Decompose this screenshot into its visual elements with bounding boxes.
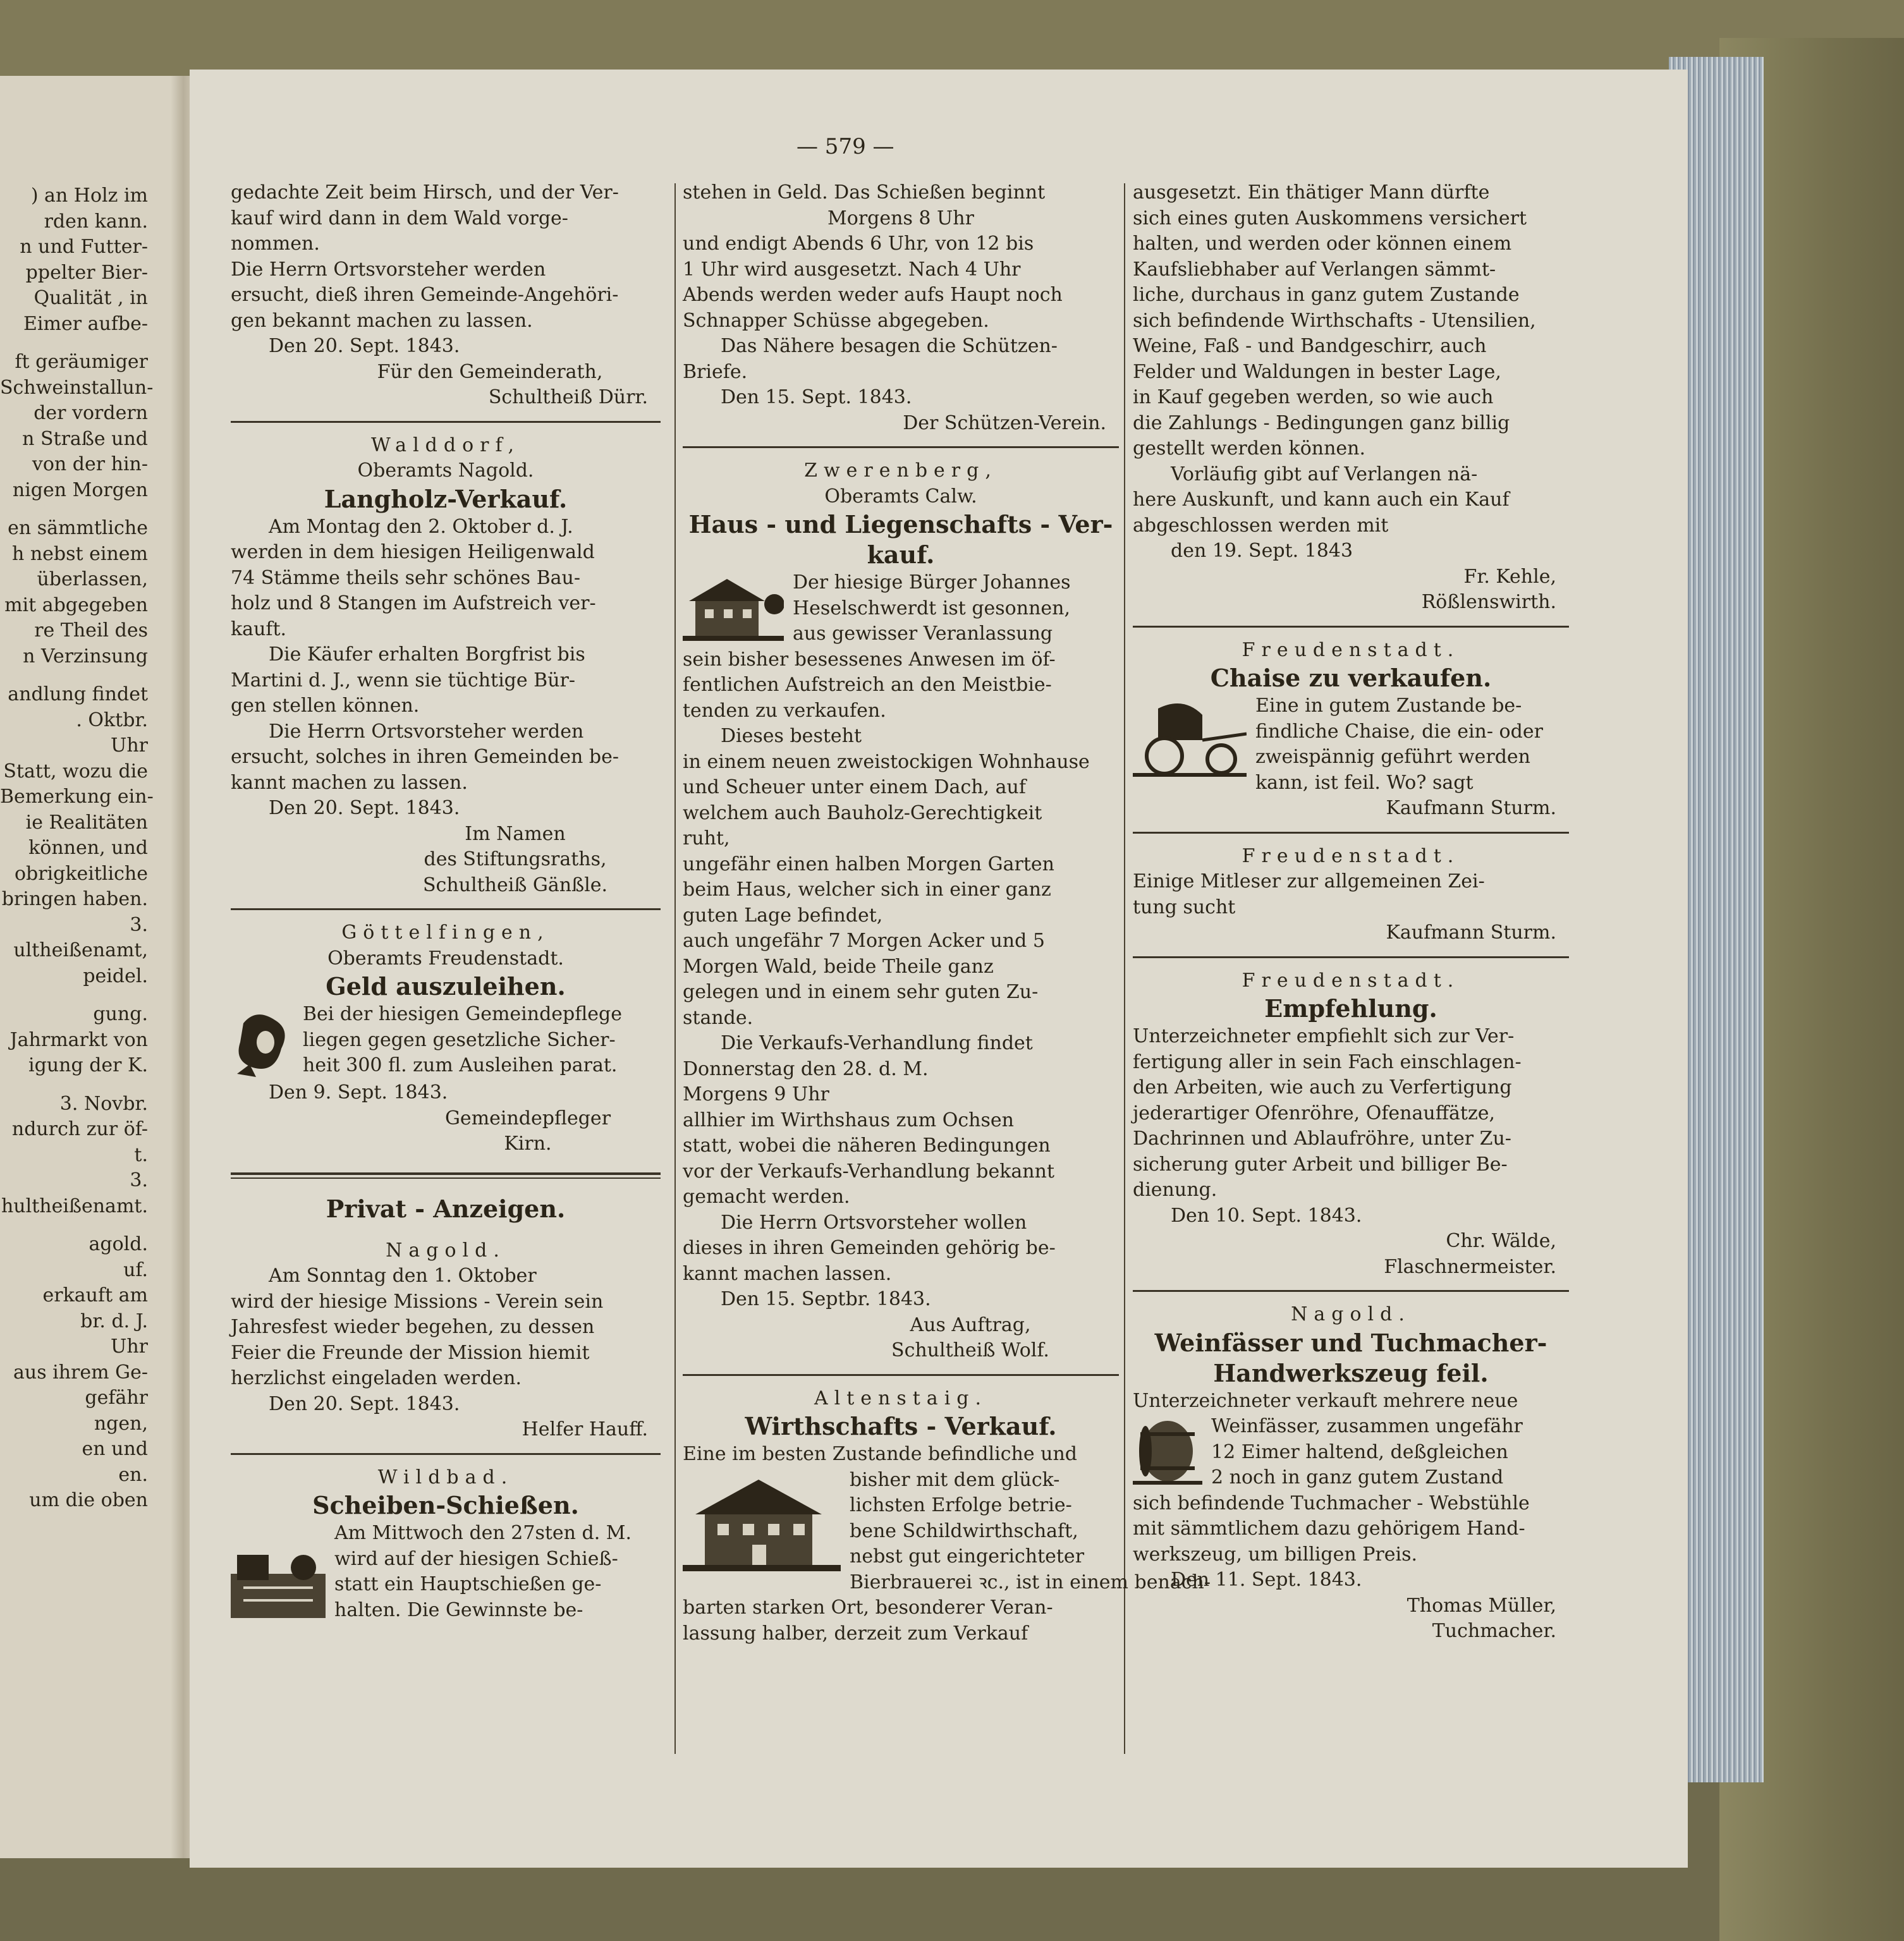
col1-top-lines: [231, 180, 661, 257]
text-line: Im Namen: [465, 822, 566, 845]
divider: [1133, 626, 1569, 628]
text-line: Die Verkaufs-Verhandlung findet: [721, 1032, 1033, 1054]
ad-title-continued: kauf.: [867, 540, 935, 569]
text-line: kannt machen zu lassen.: [231, 771, 468, 794]
text-line: fentlichen Aufstreich an den Meistbie-: [683, 674, 1052, 696]
text-line: und endigt Abends 6 Uhr, von 12 bis: [683, 233, 1034, 255]
ad-signature: [1133, 1229, 1569, 1280]
text-line: Die Herrn Ortsvorsteher wollen: [721, 1211, 1027, 1234]
text-line: Schnapper Schüsse abgegeben.: [683, 309, 989, 332]
col3-top-date: den 19. Sept. 1843: [1171, 540, 1353, 562]
ad-signature: [231, 1106, 661, 1157]
text-line: allhier im Wirthshaus zum Ochsen: [683, 1109, 1014, 1131]
left-page-line: ndurch zur öf-: [11, 1118, 148, 1140]
inn-illustration-icon: [683, 1470, 841, 1578]
text-line: Bierbrauerei ꝛc., ist in einem benach-: [850, 1571, 1211, 1593]
text-line: ruht,: [683, 827, 730, 849]
text-line: Donnerstag den 28. d. M.: [683, 1057, 929, 1080]
text-line: Felder und Waldungen in bester Lage,: [1133, 360, 1501, 383]
text-line: heit 300 fl. zum Ausleihen parat.: [303, 1054, 618, 1076]
left-page-line: en.: [118, 1463, 148, 1486]
text-line: Heselschwerdt ist gesonnen,: [793, 597, 1070, 619]
text-line: ungefähr einen halben Morgen Garten: [683, 853, 1054, 875]
text-line: jederartiger Ofenröhre, Ofenauffätze,: [1133, 1102, 1496, 1124]
text-line: 12 Eimer haltend, deßgleichen: [1211, 1440, 1508, 1463]
text-line: Der hiesige Bürger Johannes: [793, 571, 1071, 593]
left-page-line: Jahrmarkt von: [9, 1028, 148, 1051]
text-line: Feier die Freunde der Mission hiemit: [231, 1341, 590, 1364]
text-line: kauft.: [231, 618, 287, 640]
left-page-line: Schweinstallun-: [0, 376, 154, 399]
left-page-line: ppelter Bier-: [25, 261, 148, 284]
col1-top-sign1: Für den Gemeinderath,: [377, 360, 603, 383]
moneybag-illustration-icon: [231, 1004, 294, 1080]
ad-body: [231, 642, 661, 719]
text-line: lassung halber, derzeit zum Verkauf: [683, 1622, 1028, 1645]
ad-subtitle: Oberamts Freudenstadt.: [327, 947, 564, 970]
text-line: Bei der hiesigen Gemeindepflege: [303, 1003, 622, 1025]
left-page-line: rden kann.: [44, 210, 148, 233]
ad-body: [1133, 1024, 1569, 1203]
left-page-line: gung.: [93, 1003, 148, 1025]
ad-body-line: Unterzeichneter verkauft mehrere neue: [1133, 1389, 1518, 1412]
text-line: Rößlenswirth.: [1421, 591, 1556, 613]
text-line: stande.: [683, 1006, 754, 1029]
col2-top-para: [683, 334, 1119, 385]
text-line: gestellt werden können.: [1133, 437, 1366, 459]
text-line: werkszeug, um billigen Preis.: [1133, 1543, 1418, 1566]
ad-date: Den 10. Sept. 1843.: [1171, 1204, 1362, 1227]
ad-title: Chaise zu verkaufen.: [1210, 664, 1492, 692]
column-1: [231, 180, 661, 1623]
text-line: Das Nähere besagen die Schützen-: [721, 335, 1058, 357]
shooting-range-illustration-icon: [231, 1549, 326, 1618]
text-line: guten Lage befindet,: [683, 904, 883, 927]
text-line: gelegen und in einem sehr guten Zu-: [683, 981, 1039, 1003]
text-line: in einem neuen zweistockigen Wohnhause: [683, 750, 1090, 773]
text-line: dienung.: [1133, 1179, 1217, 1201]
text-line: beim Haus, welcher sich in einer ganz: [683, 879, 1051, 901]
left-page-line: gefähr: [85, 1387, 148, 1409]
divider: [1133, 1290, 1569, 1292]
text-line: den Arbeiten, wie auch zu Verfertigung: [1133, 1076, 1512, 1098]
text-line: abgeschlossen werden mit: [1133, 514, 1389, 537]
col1-top-date: Den 20. Sept. 1843.: [269, 335, 460, 357]
left-page-line: [0, 989, 158, 1002]
ad-date: Den 20. Sept. 1843.: [269, 1392, 460, 1415]
left-page-line: 3.: [130, 1169, 148, 1191]
text-line: ersucht, dieß ihren Gemeinde-Angehöri-: [231, 284, 619, 306]
text-line: liegen gegen gesetzliche Sicher-: [303, 1028, 616, 1051]
ad-title: Haus - und Liegenschafts - Ver-: [688, 510, 1113, 538]
divider: [231, 908, 661, 910]
text-line: nebst gut eingerichteter: [850, 1545, 1085, 1567]
text-line: welchem auch Bauholz-Gerechtigkeit: [683, 801, 1042, 824]
col1-top-sign2: Schultheiß Dürr.: [488, 386, 648, 408]
left-page-line: n Straße und: [22, 427, 148, 450]
left-page-line: von der hin-: [32, 453, 148, 475]
text-line: Am Mittwoch den 27sten d. M.: [334, 1522, 632, 1544]
left-page-line: ngen,: [94, 1412, 148, 1435]
text-line: sich eines guten Auskommens versichert: [1133, 207, 1527, 229]
left-page-line: obrigkeitliche: [14, 862, 148, 885]
ad-place: Wildbad.: [377, 1466, 514, 1488]
ad-signature: Helfer Hauff.: [522, 1418, 648, 1440]
left-page-line: bringen haben.: [1, 888, 148, 910]
ad-title: Weinfässer und Tuchmacher-: [1154, 1328, 1547, 1357]
text-line: vor der Verkaufs-Verhandlung bekannt: [683, 1160, 1055, 1183]
text-line: Chr. Wälde,: [1446, 1230, 1556, 1252]
double-divider: [231, 1172, 661, 1179]
left-page-line: ultheißenamt,: [13, 939, 148, 961]
text-line: Aus Auftrag,: [910, 1313, 1031, 1336]
ad-date: Den 9. Sept. 1843.: [269, 1081, 448, 1104]
text-line: Briefe.: [683, 360, 748, 383]
ad-place: Zwerenberg,: [804, 459, 998, 482]
text-line: 74 Stämme theils sehr schönes Bau-: [231, 566, 580, 589]
ad-place: Altenstaig.: [814, 1387, 988, 1409]
text-line: findliche Chaise, die ein- oder: [1255, 720, 1543, 743]
ad-place: Freudenstadt.: [1242, 969, 1460, 992]
col2-top-date: Den 15. Sept. 1843.: [721, 386, 912, 408]
left-page-line: br. d. J.: [80, 1310, 148, 1332]
ad-signature: [1133, 1593, 1569, 1645]
text-line: wird auf der hiesigen Schieß-: [334, 1547, 618, 1570]
ad-place: Walddorf,: [370, 434, 521, 456]
ad-date: Den 15. Septbr. 1843.: [721, 1288, 931, 1310]
text-line: tung sucht: [1133, 896, 1236, 918]
text-line: Eine in gutem Zustande be-: [1255, 695, 1522, 717]
left-page-line: h nebst einem: [12, 542, 148, 565]
text-line: ausgesetzt. Ein thätiger Mann dürfte: [1133, 181, 1490, 204]
left-page-line: erkauft am: [42, 1284, 148, 1306]
col2-top-lines: [683, 180, 1119, 334]
ad-body: [683, 724, 1119, 1031]
ad-body: [231, 514, 661, 643]
left-page-line: [0, 669, 158, 682]
left-page-line: Statt, wozu die: [3, 760, 148, 782]
text-line: 2 noch in ganz gutem Zustand: [1211, 1466, 1504, 1488]
text-line: und Scheuer unter einem Dach, auf: [683, 776, 1026, 798]
text-line: Dachrinnen und Ablaufröhre, unter Zu-: [1133, 1128, 1511, 1150]
col1-top-para: [231, 257, 661, 334]
text-line: Morgens 9 Uhr: [683, 1083, 829, 1105]
text-line: halten, und werden oder können einem: [1133, 233, 1512, 255]
text-line: Schultheiß Wolf.: [891, 1339, 1049, 1361]
left-page-line: nigen Morgen: [12, 478, 148, 501]
left-page-line: 3.: [130, 913, 148, 936]
text-line: lichsten Erfolge betrie-: [850, 1494, 1072, 1516]
text-line: Jahresfest wieder begehen, zu dessen: [231, 1316, 595, 1338]
text-line: barten starken Ort, besonderer Veran-: [683, 1597, 1053, 1619]
ad-subtitle: Oberamts Calw.: [824, 485, 977, 508]
ad-signature: [683, 1313, 1119, 1364]
ad-place: Freudenstadt.: [1242, 638, 1460, 661]
text-line: Martini d. J., wenn sie tüchtige Bür-: [231, 669, 576, 691]
text-line: kannt machen lassen.: [683, 1262, 892, 1285]
left-page-line: hultheißenamt.: [1, 1195, 148, 1217]
text-line: gen stellen können.: [231, 695, 420, 717]
house-illustration-icon: [683, 573, 784, 642]
left-page-line: agold.: [88, 1233, 148, 1255]
text-line: gen bekannt machen zu lassen.: [231, 309, 533, 332]
left-page-line: Bemerkung ein-: [0, 786, 154, 808]
ad-title: Scheiben-Schießen.: [312, 1491, 579, 1519]
text-line: herzlichst eingeladen werden.: [231, 1367, 522, 1389]
text-line: statt, wobei die näheren Bedingungen: [683, 1135, 1051, 1157]
text-line: sich befindende Wirthschafts - Utensilien,: [1133, 309, 1536, 332]
text-line: Thomas Müller,: [1407, 1594, 1556, 1617]
left-page-line: t.: [134, 1143, 148, 1166]
text-line: Am Montag den 2. Oktober d. J.: [269, 515, 573, 538]
text-line: auch ungefähr 7 Morgen Acker und 5: [683, 930, 1045, 952]
text-line: Dieses besteht: [721, 725, 862, 747]
text-line: Die Herrn Ortsvorsteher werden: [269, 720, 584, 743]
text-line: Tuchmacher.: [1432, 1620, 1556, 1642]
text-line: Die Herrn Ortsvorsteher werden: [231, 258, 546, 281]
col3-top-lines: [1133, 180, 1569, 462]
left-page-line: aus ihrem Ge-: [13, 1361, 148, 1384]
ad-title: Langholz-Verkauf.: [324, 484, 568, 513]
ad-title-continued: Handwerkszeug feil.: [1213, 1358, 1489, 1387]
text-line: zweispännig geführt werden: [1255, 746, 1530, 768]
left-page-line: [0, 503, 158, 516]
ad-date: Den 11. Sept. 1843.: [1171, 1569, 1362, 1591]
divider: [231, 421, 661, 423]
text-line: Fr. Kehle,: [1463, 565, 1556, 588]
left-page-line: um die oben: [29, 1489, 148, 1511]
left-page-line: [0, 1079, 158, 1092]
text-line: dieses in ihren Gemeinden gehörig be-: [683, 1237, 1056, 1259]
text-line: liche, durchaus in ganz gutem Zustande: [1133, 284, 1520, 306]
text-line: Flaschnermeister.: [1384, 1255, 1556, 1278]
text-line: Schultheiß Gänßle.: [423, 873, 607, 896]
text-line: kann, ist feil. Wo? sagt: [1255, 771, 1474, 794]
ad-date: Den 20. Sept. 1843.: [269, 797, 460, 819]
left-page-line: ) an Holz im: [30, 185, 148, 207]
left-page-line: uf.: [123, 1258, 148, 1281]
ad-place: Nagold.: [1291, 1303, 1411, 1325]
text-line: Gemeindepfleger: [444, 1107, 611, 1129]
ad-place: Nagold.: [386, 1239, 506, 1262]
text-line: Morgens 8 Uhr: [827, 207, 974, 229]
divider: [1133, 832, 1569, 834]
left-page-line: peidel.: [83, 964, 148, 987]
text-line: gemacht werden.: [683, 1186, 850, 1208]
column-rule: [1124, 183, 1125, 1754]
text-line: Vorläufig gibt auf Verlangen nä-: [1171, 463, 1478, 485]
text-line: holz und 8 Stangen im Aufstreich ver-: [231, 592, 596, 614]
ad-subtitle: Oberamts Nagold.: [357, 459, 534, 482]
ad-place: Freudenstadt.: [1242, 844, 1460, 867]
text-line: here Auskunft, und kann auch ein Kauf: [1133, 489, 1510, 511]
text-line: Abends werden weder aufs Haupt noch: [683, 284, 1063, 306]
ad-body: [231, 1002, 661, 1079]
ad-title: Wirthschafts - Verkauf.: [745, 1412, 1057, 1440]
wine-barrel-illustration-icon: [1133, 1416, 1202, 1486]
left-page-line: Uhr: [111, 734, 148, 757]
text-line: stehen in Geld. Das Schießen beginnt: [683, 181, 1046, 204]
text-line: Unterzeichneter empfiehlt sich zur Ver-: [1133, 1025, 1515, 1047]
text-line: 1 Uhr wird ausgesetzt. Nach 4 Uhr: [683, 258, 1021, 281]
text-line: ersucht, solches in ihren Gemeinden be-: [231, 746, 619, 768]
divider: [683, 1374, 1119, 1376]
text-line: Kirn.: [504, 1133, 552, 1155]
ad-title: Empfehlung.: [1264, 994, 1437, 1023]
text-line: Weinfässer, zusammen ungefähr: [1211, 1415, 1523, 1437]
text-line: in Kauf gegeben werden, so wie auch: [1133, 386, 1494, 408]
ad-body: [683, 1210, 1119, 1287]
text-line: Am Sonntag den 1. Oktober: [269, 1265, 537, 1287]
left-page-line: [0, 337, 158, 350]
left-page-line: . Oktbr.: [76, 709, 148, 731]
text-line: bisher mit dem glück-: [850, 1468, 1060, 1491]
text-line: Weine, Faß - und Bandgeschirr, auch: [1133, 335, 1487, 357]
left-page-line: en sämmtliche: [8, 517, 148, 539]
text-line: Die Käufer erhalten Borgfrist bis: [269, 643, 585, 666]
left-page-line: ie Realitäten: [25, 811, 148, 834]
left-page-line: n Verzinsung: [23, 645, 148, 667]
divider: [1133, 956, 1569, 958]
text-line: kauf wird dann in dem Wald vorge-: [231, 207, 568, 229]
left-page-line: können, und: [28, 837, 148, 859]
text-line: nommen.: [231, 233, 320, 255]
left-page-line: andlung findet: [8, 683, 148, 705]
text-line: aus gewisser Veranlassung: [793, 623, 1053, 645]
left-page-line: Eimer aufbe-: [23, 312, 148, 335]
text-line: fertigung aller in sein Fach einschlagen-: [1133, 1050, 1522, 1073]
left-page-line: Qualität , in: [34, 287, 148, 309]
ad-title: Geld auszuleihen.: [326, 972, 566, 1001]
left-page-line: mit abgegeben: [4, 593, 148, 616]
text-line: Morgen Wald, beide Theile ganz: [683, 955, 994, 978]
ad-place: Göttelfingen,: [341, 922, 550, 944]
left-page-text: [0, 183, 158, 1514]
left-page-line: Uhr: [111, 1336, 148, 1358]
text-line: des Stiftungsraths,: [424, 848, 607, 870]
text-line: wird der hiesige Missions - Verein sein: [231, 1290, 604, 1313]
ad-signature: Kaufmann Sturm.: [1386, 797, 1556, 819]
left-page-line: en und: [82, 1438, 148, 1460]
left-page-line: re Theil des: [34, 619, 148, 642]
ad-body: [1133, 869, 1569, 920]
section-title: Privat - Anzeigen.: [326, 1194, 566, 1223]
col2-top-sign: Der Schützen-Verein.: [903, 411, 1106, 434]
page-number: — 579 —: [796, 134, 894, 159]
left-page-line: der vordern: [34, 402, 148, 424]
ad-body: [231, 1263, 661, 1392]
text-line: sicherung guter Arbeit und billiger Be-: [1133, 1153, 1508, 1176]
text-line: sein bisher besessenes Anwesen im öf-: [683, 648, 1056, 671]
text-line: halten. Die Gewinnste be-: [334, 1598, 583, 1621]
text-line: werden in dem hiesigen Heiligenwald: [231, 541, 595, 563]
ad-body-line: Eine im besten Zustande befindliche und: [683, 1443, 1077, 1465]
ad-body: [231, 719, 661, 796]
ad-signature: Kaufmann Sturm.: [1386, 922, 1556, 944]
text-line: sich befindende Tuchmacher - Webstühle: [1133, 1492, 1530, 1514]
text-line: Kaufsliebhaber auf Verlangen sämmt-: [1133, 258, 1496, 281]
divider: [231, 1453, 661, 1455]
text-line: statt ein Hauptschießen ge-: [334, 1573, 602, 1595]
left-page-line: ft geräumiger: [15, 351, 148, 373]
col3-top-para: [1133, 462, 1569, 539]
text-line: tenden zu verkaufen.: [683, 699, 886, 722]
text-line: die Zahlungs - Bedingungen ganz billig: [1133, 411, 1510, 434]
divider: [683, 446, 1119, 448]
left-page-line: [0, 1219, 158, 1232]
left-page-line: überlassen,: [37, 568, 148, 590]
text-line: mit sämmtlichem dazu gehörigem Hand-: [1133, 1518, 1525, 1540]
text-line: gedachte Zeit beim Hirsch, und der Ver-: [231, 181, 619, 204]
column-3: [1133, 180, 1569, 1645]
text-line: bene Schildwirthschaft,: [850, 1519, 1078, 1542]
text-line: Einige Mitleser zur allgemeinen Zei-: [1133, 870, 1485, 892]
column-rule: [674, 183, 676, 1754]
left-page-line: igung der K.: [28, 1054, 148, 1076]
ad-signature: [1133, 564, 1569, 616]
left-page-line: 3. Novbr.: [59, 1092, 148, 1115]
ad-body: [683, 1031, 1119, 1210]
left-page-line: n und Futter-: [20, 236, 148, 258]
chaise-carriage-illustration-icon: [1133, 696, 1247, 778]
ad-signature: [231, 822, 661, 899]
